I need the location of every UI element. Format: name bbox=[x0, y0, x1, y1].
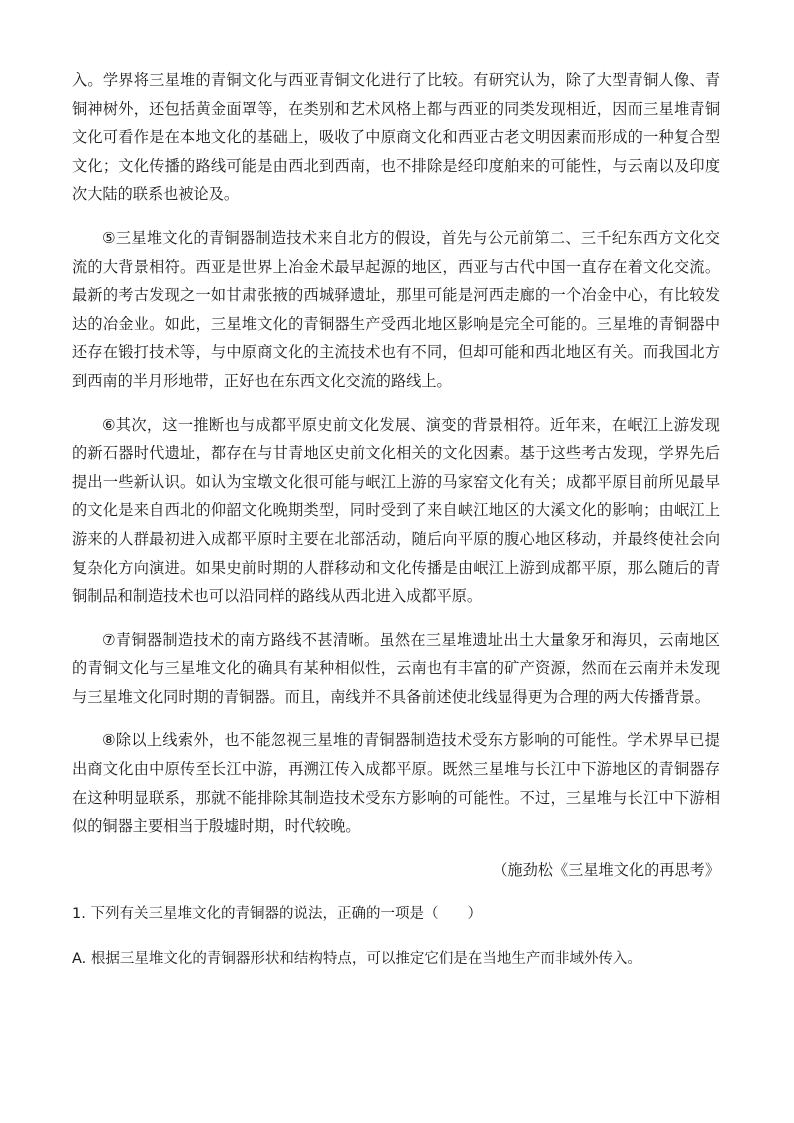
article-source: （施劲松《三星堆文化的再思考》 bbox=[492, 860, 720, 879]
article-paragraph-continuation: 入。学界将三星堆的青铜文化与西亚青铜文化进行了比较。有研究认为，除了大型青铜人像、青铜神树外，还包括黄金面罩等，在类别和艺术风格上都与西亚的同类发现相近，因而三星堆青铜文化可看作是在本地文化的基础上，吸收了中原商文化和西亚古老文明因素而形成的一种复合型文化；文化传播的路线可能是由西北到西南，也不排除是经印度舶来的可能性，与云南以及印度次大陆的联系也被论及。 bbox=[72, 71, 720, 204]
article-paragraph-6: ⑥其次，这一推断也与成都平原史前文化发展、演变的背景相符。近年来，在岷江上游发现的新石器时代遗址，都存在与甘青地区史前文化相关的文化因素。基于这些考古发现，学界先后提出一些新认识。如认为宝墩文化很可能与岷江上游的马家窑文化有关；成都平原目前所见最早的文化是来自西北的仰韶文化晚期类型，同时受到了来自峡江地区的大溪文化的影响；由岷江上游来的人群最初进入成都平原时主要在北部活动，随后向平原的腹心地区移动，并最终使社会向复杂化方向演进。如果史前时期的人群移动和文化传播是由岷江上游到成都平原，那么随后的青铜制品和制造技术也可以沿同样的路线从西北进入成都平原。 bbox=[72, 415, 720, 606]
article-paragraph-7: ⑦青铜器制造技术的南方路线不甚清晰。虽然在三星堆遗址出土大量象牙和海贝，云南地区的青铜文化与三星堆文化的确具有某种相似性，云南也有丰富的矿产资源，然而在云南并未发现与三星堆文化同时期的青铜器。而且，南线并不具备前述使北线显得更为合理的两大传播背景。 bbox=[72, 630, 720, 706]
article-paragraph-5: ⑤三星堆文化的青铜器制造技术来自北方的假设，首先与公元前第二、三千纪东西方文化交流的大背景相符。西亚是世界上冶金术最早起源的地区，西亚与古代中国一直存在着文化交流。最新的考古发现之一如甘肃张掖的西城驿遗址，那里可能是河西走廊的一个冶金中心，有比较发达的冶金业。如此，三星堆文化的青铜器生产受西北地区影响是完全可能的。三星堆的青铜器中还存在锻打技术等，与中原商文化的主流技术也有不同，但却可能和西北地区有关。而我国北方到西南的半月形地带，正好也在东西文化交流的路线上。 bbox=[72, 228, 720, 390]
document-page bbox=[72, 66, 720, 973]
question-option-a: A. 根据三星堆文化的青铜器形状和结构特点，可以推定它们是在当地生产而非域外传入。 bbox=[72, 951, 642, 968]
question-stem: 1. 下列有关三星堆文化的青铜器的说法，正确的一项是（ ） bbox=[72, 906, 482, 923]
article-paragraph-8: ⑧除以上线索外，也不能忽视三星堆的青铜器制造技术受东方影响的可能性。学术界早已提出商文化由中原传至长江中游，再溯江传入成都平原。既然三星堆与长江中下游地区的青铜器存在这种明显联系，那就不能排除其制造技术受东方影响的可能性。不过，三星堆与长江中下游相似的铜器主要相当于殷墟时期，时代较晚。 bbox=[72, 731, 720, 836]
